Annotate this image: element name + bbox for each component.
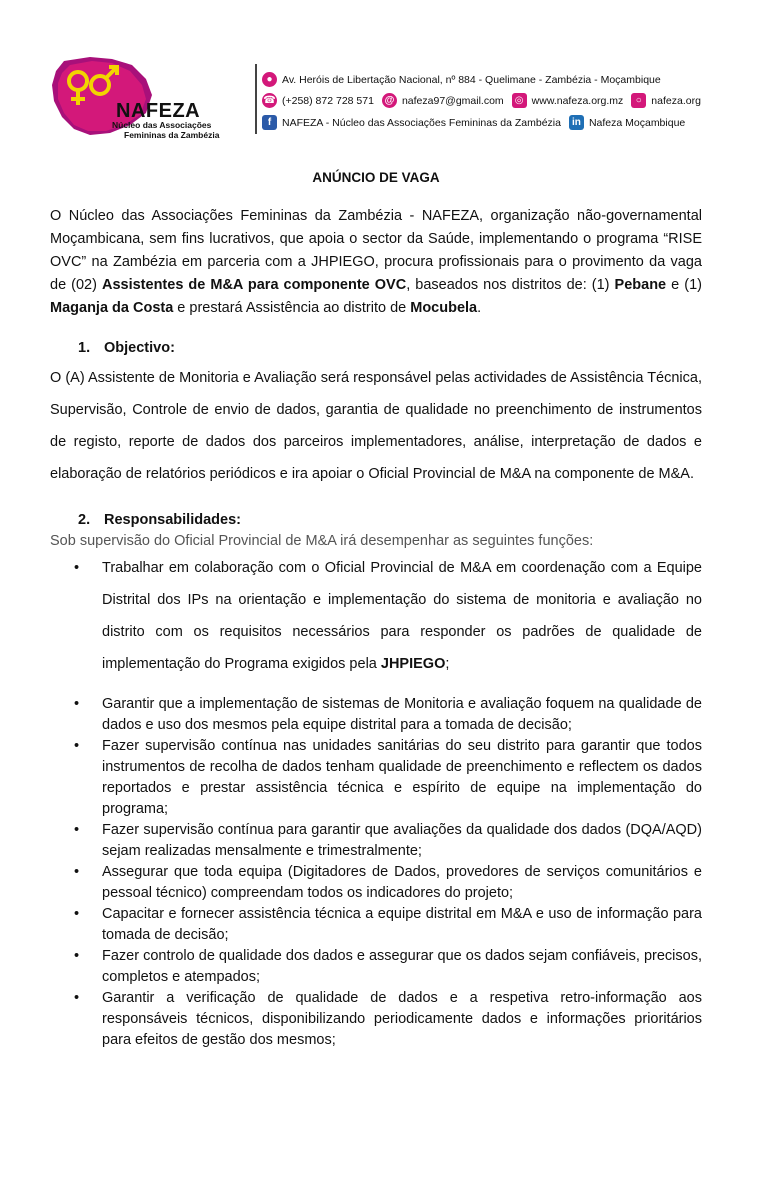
facebook-link[interactable]: NAFEZA - Núcleo das Associações Femininas da Zambézia <box>282 116 561 129</box>
address-text: Av. Heróis de Libertação Nacional, nº 884 - Quelimane - Zambézia - Moçambique <box>282 73 661 86</box>
list-item-bold: JHPIEGO <box>380 656 446 672</box>
list-item <box>50 736 702 820</box>
instagram-icon: ○ <box>631 93 646 108</box>
list-item-text: Fazer supervisão contínua para garantir que avaliações da qualidade dos dados (DQA/AQD) sejam realizadas mensalmente e trimestralmente; <box>102 822 702 859</box>
address-line <box>262 72 661 87</box>
bullet: • <box>74 560 80 576</box>
letterhead <box>50 55 760 140</box>
list-item <box>50 694 702 736</box>
phone-icon: ☎ <box>263 95 276 106</box>
nafeza-logo <box>50 55 250 140</box>
intro-text-4: e prestará Assistência ao distrito de <box>173 300 411 316</box>
bullet: • <box>74 864 80 880</box>
list-item <box>50 820 702 862</box>
section-heading-objectivo <box>50 340 702 356</box>
bullet: • <box>74 822 80 838</box>
phone-text: (+258) 872 728 571 <box>282 94 374 107</box>
bullet: • <box>74 696 80 712</box>
intro-text-1: O Núcleo das Associações Femininas da Zambézia - NAFEZA, organização não-governamental Moçambicana, sem fins lucrativos, que apoia o sector da Saúde, implementando o programa “RISE OVC” na Zambézia em parceria com a JHPIEGO, procura profissionais para o provimento da vaga de (02) <box>50 208 702 293</box>
intro-paragraph <box>50 205 702 320</box>
intro-text-3: e (1) <box>666 277 702 293</box>
list-item-text: Fazer controlo de qualidade dos dados e assegurar que os dados sejam confiáveis, precisos, completos e atempados; <box>102 948 702 985</box>
section-heading-text: Responsabilidades: <box>104 512 241 528</box>
intro-text-5: . <box>477 300 482 316</box>
instagram-link[interactable]: nafeza.org <box>651 94 701 107</box>
intro-bold-pebane: Pebane <box>614 277 667 293</box>
bullet: • <box>74 906 80 922</box>
list-item <box>50 946 702 988</box>
objectivo-paragraph: O (A) Assistente de Monitoria e Avaliação será responsável pelas actividades de Assistência Técnica, Supervisão, Controle de envio de dados, garantia de qualidade no preenchimento de instrumentos de registo, reporte de dados dos parceiros implementadores, análise, interpretação de dados e elaboração de relatórios periódicos e ira apoiar o Oficial Provincial de M&A na componente de M&A. <box>50 370 702 482</box>
list-item-text: Fazer supervisão contínua nas unidades sanitárias do seu distrito para garantir que todos instrumentos de recolha de dados tenham qualidade de preenchimento e reflectem os dados reportados e prestar assistência técnica e espírito de equipe na implementação do programa; <box>102 738 702 817</box>
logo-subtitle-line2: Femininas da Zambézia <box>124 130 220 140</box>
section-heading-text: Objectivo: <box>104 340 175 356</box>
list-item-end: ; <box>445 656 450 672</box>
facebook-icon: f <box>262 115 277 130</box>
logo-name: NAFEZA <box>116 100 201 122</box>
list-item-text: Capacitar e fornecer assistência técnica a equipe distrital em M&A e uso de informação para tomada de decisão; <box>102 906 702 943</box>
linkedin-icon: in <box>569 115 584 130</box>
page-title: ANÚNCIO DE VAGA <box>312 170 440 185</box>
contact-line <box>262 93 701 108</box>
intro-bold-maganja: Maganja da Costa <box>50 300 174 316</box>
list-item <box>50 988 702 1051</box>
location-pin-icon: ● <box>262 72 277 87</box>
section-heading-responsabilidades <box>50 512 702 528</box>
list-item <box>50 904 702 946</box>
list-item <box>50 862 702 904</box>
intro-text-2: , baseados nos distritos de: (1) <box>406 277 615 293</box>
bullet: • <box>74 990 80 1006</box>
section-number: 2. <box>78 512 91 528</box>
list-item-text: Trabalhar em colaboração com o Oficial Provincial de M&A em coordenação com a Equipe Distrital dos IPs na orientação e implementação do sistema de monitoria e avaliação no distrito com os requisitos necessários para responder os padrões de qualidade de implementação do Programa exigidos pela <box>102 560 702 672</box>
list-item-text: Assegurar que toda equipa (Digitadores de Dados, provedores de serviços comunitários e pessoal técnico) compreendam todos os indicadores do projeto; <box>102 864 702 901</box>
intro-bold-mocubela: Mocubela <box>410 300 478 316</box>
list-item-text: Garantir a verificação de qualidade de dados e a respetiva retro-informação aos responsáveis técnicos, disponibilizando periodicamente dados e informações prioritários para efeitos de gestão dos mesmos; <box>102 990 702 1048</box>
logo-subtitle-line1: Núcleo das Associações <box>112 120 212 130</box>
linkedin-link[interactable]: Nafeza Moçambique <box>588 116 686 129</box>
social-line <box>262 115 685 130</box>
bullet: • <box>74 948 80 964</box>
email-icon: @ <box>382 93 397 108</box>
responsibilities-list <box>50 552 702 1051</box>
list-item <box>50 552 702 680</box>
job-announcement <box>50 170 702 1051</box>
responsabilidades-lead: Sob supervisão do Oficial Provincial de M&A irá desempenhar as seguintes funções: <box>50 533 594 549</box>
header-divider <box>255 64 257 134</box>
section-number: 1. <box>78 340 91 356</box>
bullet: • <box>74 738 80 754</box>
list-item-text: Garantir que a implementação de sistemas de Monitoria e avaliação foquem na qualidade de dados e uso dos mesmos pela equipe distrital para a tomada de decisão; <box>102 696 702 733</box>
email-link[interactable]: nafeza97@gmail.com <box>401 94 504 107</box>
website-link[interactable]: www.nafeza.org.mz <box>531 94 624 107</box>
globe-icon: ◎ <box>512 93 527 108</box>
intro-bold-position: Assistentes de M&A para componente OVC <box>101 277 407 293</box>
